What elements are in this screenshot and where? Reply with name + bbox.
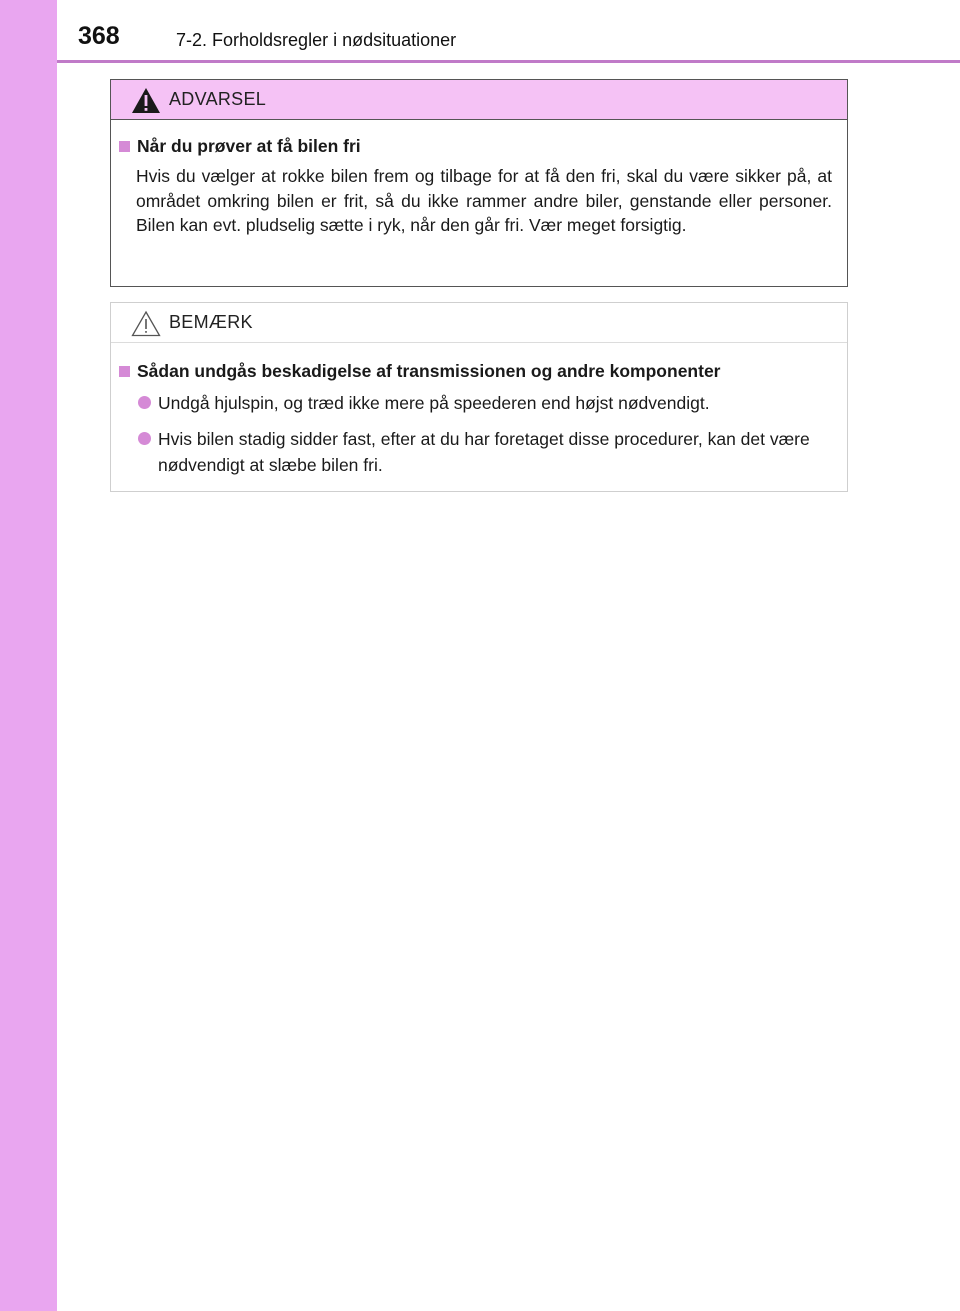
warning-header (111, 80, 847, 120)
warning-triangle-icon (131, 87, 161, 114)
side-color-strip (0, 0, 57, 1311)
square-bullet-icon (119, 141, 130, 152)
notice-header (111, 303, 847, 343)
round-bullet-icon (138, 396, 151, 409)
header-rule (57, 60, 960, 63)
notice-heading: Sådan undgås beskadigelse af transmissionen og andre komponenter (137, 361, 721, 381)
caution-outline-triangle-icon (131, 310, 161, 337)
round-bullet-icon (138, 432, 151, 445)
warning-heading: Når du prøver at få bilen fri (137, 136, 361, 156)
warning-label: ADVARSEL (169, 89, 267, 109)
square-bullet-icon (119, 366, 130, 377)
list-item-text: Undgå hjulspin, og træd ikke mere på speederen end højst nødvendigt. (158, 393, 710, 413)
section-title: 7-2. Forholdsregler i nødsituationer (176, 30, 457, 50)
list-item (138, 390, 832, 416)
warning-text: Hvis du vælger at rokke bilen frem og tilbage for at få den fri, skal du være sikker på, at området omkring bilen er frit, så du ikke rammer andre biler, genstande eller personer. Bilen kan evt. pludselig sætte i ryk, når den går fri. Vær meget forsigtig. (136, 166, 832, 235)
page-number: 368 (78, 22, 120, 50)
list-item-text: Hvis bilen stadig sidder fast, efter at du har foretaget disse procedurer, kan det være nødvendigt at slæbe bilen fri. (158, 429, 810, 475)
notice-box (110, 302, 848, 492)
warning-box (110, 79, 848, 287)
notice-label: BEMÆRK (169, 312, 253, 332)
warning-heading-row (119, 136, 832, 157)
notice-heading-row (119, 361, 832, 382)
warning-body (111, 120, 847, 238)
list-item (138, 426, 832, 478)
notice-body (111, 343, 847, 478)
